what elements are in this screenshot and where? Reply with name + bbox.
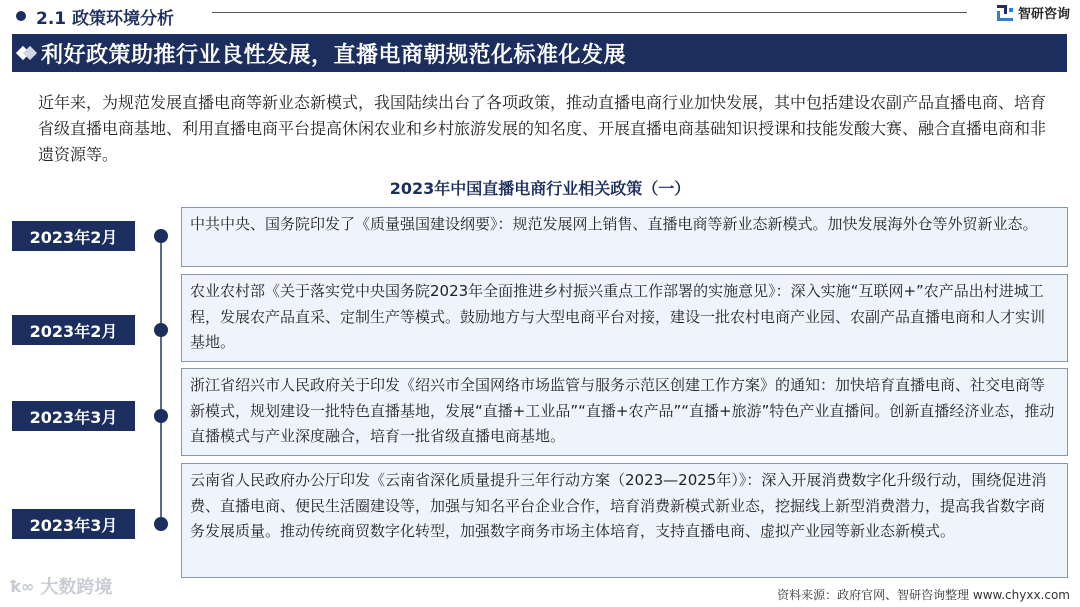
brand	[997, 3, 1070, 22]
watermark-logo	[10, 573, 112, 599]
chyxx-logo-icon	[997, 5, 1013, 21]
table-title: 2023年中国直播电商行业相关政策（一）	[389, 179, 691, 198]
timeline-node-icon	[154, 323, 168, 337]
section-title: 2.1 政策环境分析	[36, 8, 175, 29]
policy-item-3: 浙江省绍兴市人民政府关于印发《绍兴市全国网络市场监管与服务示范区创建工作方案》的通知：加快培育直播电商、社交电商等新模式，规划建设一批特色直播基地，发展“直播+工业品”“直播+农产品”“直播+旅游”特色产业直播间。创新直播经济业态，推动直播模式与产业深度融合，培育一批省级直播电商基地。	[181, 368, 1068, 456]
section-divider	[212, 12, 967, 13]
timeline-node-icon	[154, 229, 168, 243]
bullet-dot-icon	[16, 11, 26, 21]
headline-text: 利好政策助推行业良性发展，直播电商朝规范化标准化发展	[41, 42, 627, 68]
timeline-line	[160, 237, 162, 527]
timeline-date-3: 2023年3月	[12, 401, 135, 431]
watermark-mark-icon: ꝁ∞	[10, 576, 35, 596]
double-diamond-icon	[18, 48, 35, 58]
timeline-date-4: 2023年3月	[12, 509, 135, 539]
intro-paragraph: 近年来，为规范发展直播电商等新业态新模式，我国陆续出台了各项政策，推动直播电商行业加快发展，其中包括建设农副产品直播电商、培育省级直播电商基地、利用直播电商平台提高休闲农业和乡村旅游发展的知名度、开展直播电商基础知识授课和技能发酸大赛、融合直播电商和非遗资源等。	[38, 93, 1047, 164]
timeline-date-2: 2023年2月	[12, 315, 135, 345]
source-note: 资料来源：政府官网、智研咨询整理 www.chyxx.com	[777, 588, 1070, 602]
timeline-node-icon	[154, 409, 168, 423]
policy-item-4: 云南省人民政府办公厅印发《云南省深化质量提升三年行动方案（2023—2025年）》：深入开展消费数字化升级行动，围绕促进消费、直播电商、便民生活圈建设等，加强与知名平台企业合作，培育消费新模式新业态，挖掘线上新型消费潜力，提高我省数字商务发展质量。推动传统商贸数字化转型，加强数字商务市场主体培育，支持直播电商、虚拟产业园等新业态新模式。	[181, 463, 1068, 578]
policy-item-1: 中共中央、国务院印发了《质量强国建设纲要》：规范发展网上销售、直播电商等新业态新模式。加快发展海外仓等外贸新业态。	[181, 207, 1068, 267]
headline-banner	[12, 34, 1067, 72]
section-header	[12, 4, 1072, 28]
watermark-text: 大数跨境	[40, 577, 113, 598]
timeline-date-1: 2023年2月	[12, 221, 135, 251]
policy-item-2: 农业农村部《关于落实党中央国务院2023年全面推进乡村振兴重点工作部署的实施意见》：深入实施“互联网+”农产品出村进城工程，发展农产品直采、定制生产等模式。鼓励地方与大型电商平台对接，建设一批农村电商产业园、农副产品直播电商和人才实训基地。	[181, 274, 1068, 362]
brand-name: 智研咨询	[1017, 7, 1070, 22]
timeline-node-icon	[154, 517, 168, 531]
